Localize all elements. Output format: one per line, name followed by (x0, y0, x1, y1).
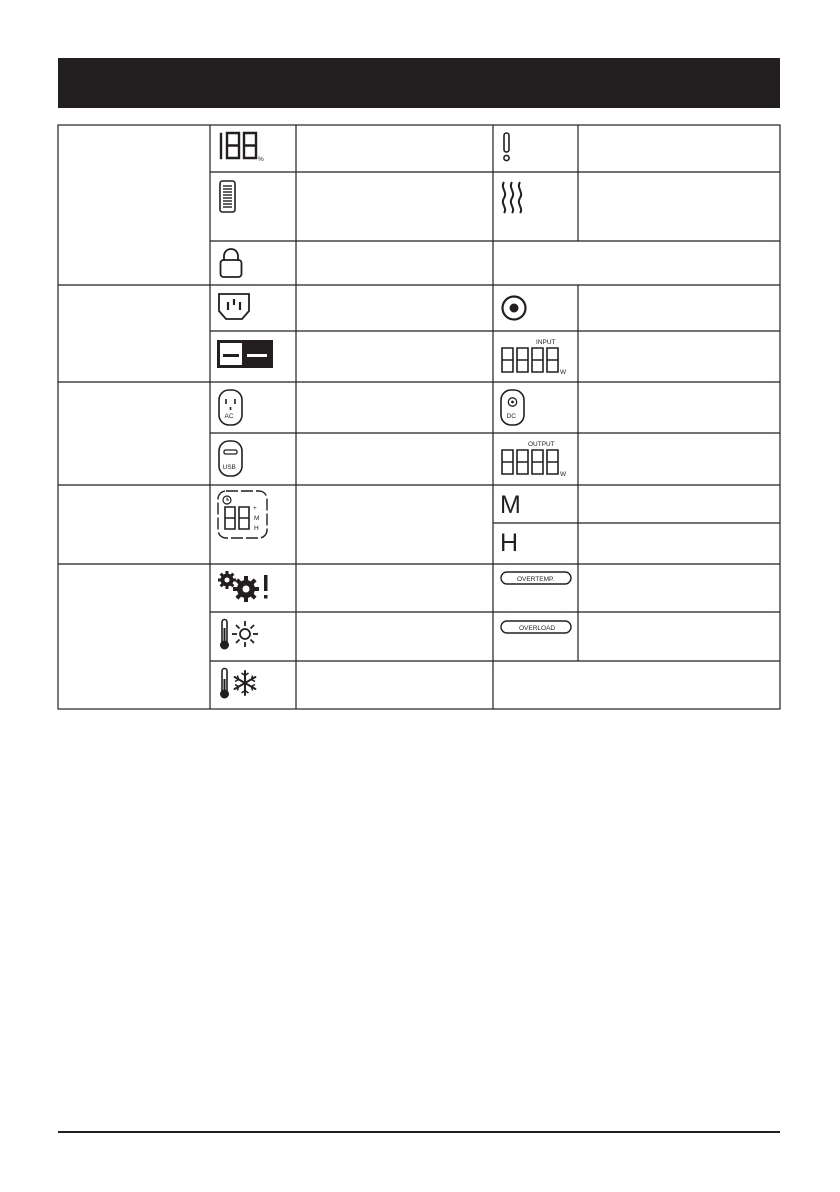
timer-h: H (254, 525, 259, 532)
output-watt-display-icon (500, 438, 570, 478)
heat-waves-icon (499, 180, 525, 214)
timer-m: M (254, 515, 260, 522)
usb-label: USB (222, 464, 236, 471)
thermometer-snowflake-icon (218, 667, 260, 701)
m-letter-icon (500, 491, 524, 517)
input-watt-display-icon (500, 336, 570, 376)
gears-warning-icon (216, 570, 274, 604)
dc-label: DC (506, 413, 516, 420)
overload-badge-icon (500, 620, 572, 634)
h-letter-icon (500, 529, 524, 555)
percent-sign: % (258, 156, 264, 163)
ac-input-socket-icon (217, 292, 251, 322)
lock-icon (219, 247, 243, 279)
thermometer-sun-icon (218, 618, 260, 652)
overtemp-badge-icon (500, 571, 572, 585)
input-label: INPUT (536, 339, 556, 346)
overload-label: OVERLOAD (519, 625, 556, 632)
mode-m-letter: M (500, 491, 521, 519)
dc-input-port-icon (500, 294, 528, 322)
dc-outlet-icon (500, 389, 526, 427)
usb-port-icon (218, 440, 244, 478)
input-mode-bar-icon (217, 340, 273, 368)
battery-percent-icon (218, 130, 266, 164)
output-label: OUTPUT (528, 441, 555, 448)
timer-display-icon (217, 490, 269, 540)
footer-rule (58, 1131, 780, 1133)
ac-label: AC (224, 413, 234, 420)
timer-plus: + (253, 505, 257, 512)
battery-level-icon (219, 180, 237, 214)
overtemp-label: OVERTEMP. (517, 576, 555, 583)
output-watt-unit: W (560, 471, 567, 478)
exclamation-icon (500, 131, 514, 163)
mode-h-letter: H (500, 529, 519, 557)
ac-outlet-icon (218, 389, 244, 427)
input-watt-unit: W (560, 369, 567, 376)
